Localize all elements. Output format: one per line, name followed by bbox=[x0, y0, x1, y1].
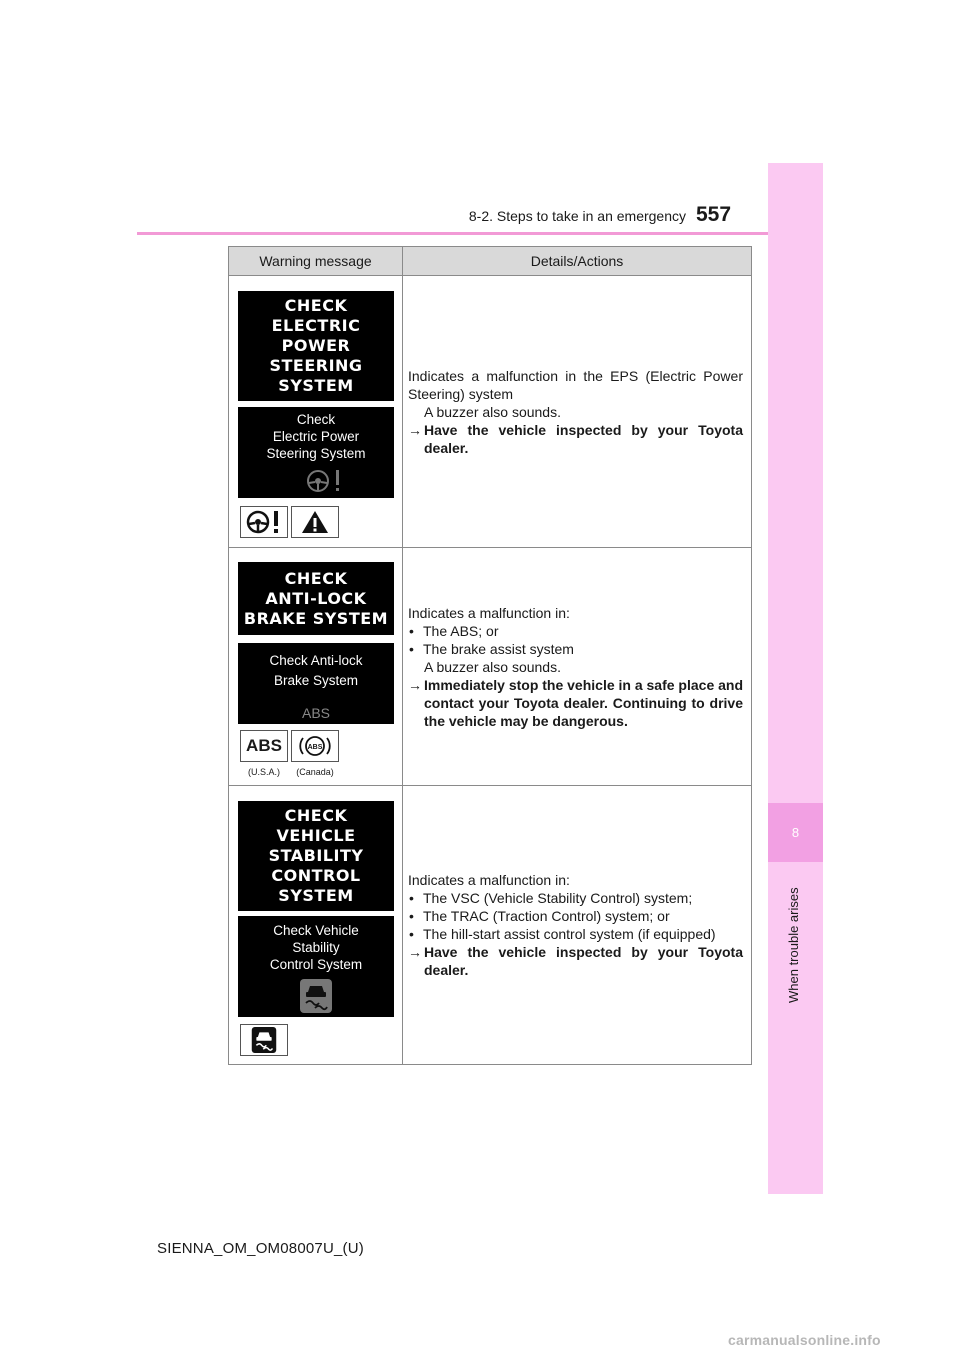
abs-circle-text: ABS bbox=[307, 744, 323, 751]
warning-message-table bbox=[228, 246, 752, 1065]
header-divider bbox=[137, 232, 823, 235]
screen-line: Check bbox=[296, 412, 336, 427]
display-screen-abs-small bbox=[238, 643, 394, 724]
warning-triangle-icon bbox=[300, 509, 330, 535]
bullet-item: • The brake assist system bbox=[409, 640, 574, 657]
chapter-tab-number-box bbox=[768, 803, 823, 862]
screen-line: Electric Power bbox=[272, 429, 360, 444]
table-row bbox=[229, 786, 751, 1064]
screen-line: CONTROL bbox=[271, 866, 361, 885]
screen-line: Control System bbox=[269, 957, 363, 972]
details-cell bbox=[403, 786, 751, 1064]
screen-line: Brake System bbox=[273, 673, 359, 688]
malfunction-description: Indicates a malfunction in: bbox=[408, 872, 570, 888]
bullet-text: The TRAC (Traction Control) system; or bbox=[423, 908, 670, 924]
action-text: Immediately stop the vehicle in a safe place and contact your Toyota dealer. Continuing to drive the vehicle may be dangerous. bbox=[424, 676, 744, 729]
table-row bbox=[229, 276, 751, 548]
screen-line: STABILITY bbox=[268, 846, 364, 865]
bullet-text: The ABS; or bbox=[423, 622, 499, 639]
screen-line: SYSTEM bbox=[278, 376, 354, 395]
arrow-icon: → bbox=[408, 944, 422, 960]
bullet-text: The VSC (Vehicle Stability Control) system; bbox=[423, 890, 693, 906]
warning-message-cell bbox=[229, 786, 403, 1064]
abs-indicator-box-canada bbox=[291, 730, 339, 762]
header-details-actions: Details/Actions bbox=[530, 253, 624, 269]
screen-line: SYSTEM bbox=[278, 886, 354, 905]
action-text: Have the vehicle inspected by your Toyota dealer. bbox=[424, 944, 743, 978]
chapter-number: 8 bbox=[791, 825, 800, 840]
screen-line: Check Vehicle bbox=[273, 923, 359, 938]
steering-warning-icon bbox=[303, 468, 349, 494]
details-cell bbox=[403, 548, 751, 785]
bullet-item: • The hill-start assist control system (if equipped) bbox=[409, 926, 716, 942]
malfunction-description: Indicates a malfunction in the EPS (Electric Power Steering) system bbox=[408, 367, 743, 402]
bullet-item: • The VSC (Vehicle Stability Control) system; bbox=[409, 890, 693, 906]
abs-circle-icon bbox=[295, 732, 335, 760]
vsc-indicator-box bbox=[240, 1024, 288, 1056]
chapter-tab bbox=[768, 163, 823, 1194]
screen-line: POWER bbox=[281, 336, 351, 355]
table-row bbox=[229, 548, 751, 786]
bullet-text: The brake assist system bbox=[423, 640, 574, 657]
header-warning-message: Warning message bbox=[229, 247, 403, 275]
steering-warning-icon bbox=[244, 509, 284, 535]
display-screen-vsc-large bbox=[238, 801, 394, 911]
abs-text-icon: ABS bbox=[246, 736, 282, 755]
section-title: 8-2. Steps to take in an emergency bbox=[468, 208, 686, 224]
document-id: SIENNA_OM_OM08007U_(U) bbox=[157, 1240, 364, 1257]
action-text: Have the vehicle inspected by your Toyota dealer. bbox=[424, 421, 743, 456]
skid-car-icon bbox=[299, 978, 333, 1014]
screen-line: VEHICLE bbox=[276, 826, 356, 845]
buzzer-note: A buzzer also sounds. bbox=[424, 403, 561, 420]
screen-line: Steering System bbox=[266, 446, 366, 461]
bullet-item: • The ABS; or bbox=[409, 622, 499, 639]
details-cell bbox=[403, 276, 751, 547]
eps-indicator-box bbox=[240, 506, 288, 538]
action-instruction bbox=[408, 676, 743, 730]
chapter-label: When trouble arises bbox=[786, 887, 801, 1003]
malfunction-description: Indicates a malfunction in: bbox=[408, 604, 570, 621]
display-screen-abs-large bbox=[238, 562, 394, 635]
arrow-icon: → bbox=[408, 421, 422, 438]
buzzer-note: A buzzer also sounds. bbox=[424, 658, 561, 675]
watermark: carmanualsonline.info bbox=[728, 1332, 881, 1348]
warning-message-cell bbox=[229, 548, 403, 785]
caption-canada: (Canada) bbox=[296, 767, 334, 777]
screen-line: Stability bbox=[292, 940, 340, 955]
bullet-item: • The TRAC (Traction Control) system; or bbox=[409, 908, 670, 924]
display-screen-eps-small bbox=[238, 407, 394, 498]
bullet-text: The hill-start assist control system (if equipped) bbox=[423, 926, 716, 942]
table-header bbox=[229, 247, 751, 276]
caption-usa: (U.S.A.) bbox=[247, 767, 280, 777]
screen-line: CHECK bbox=[284, 806, 348, 825]
arrow-icon: → bbox=[408, 676, 422, 693]
screen-line: ANTI-LOCK bbox=[265, 588, 367, 608]
screen-line: BRAKE SYSTEM bbox=[243, 608, 389, 628]
display-screen-vsc-small bbox=[238, 916, 394, 1017]
action-instruction bbox=[408, 943, 743, 979]
skid-car-icon bbox=[251, 1026, 277, 1054]
action-instruction bbox=[408, 421, 743, 457]
screen-line: CHECK bbox=[284, 296, 348, 315]
screen-line: Check Anti-lock bbox=[269, 653, 363, 668]
display-screen-eps-large bbox=[238, 291, 394, 401]
screen-line: ELECTRIC bbox=[271, 316, 361, 335]
screen-line: STEERING bbox=[269, 356, 363, 375]
abs-indicator-box-usa bbox=[240, 730, 288, 762]
abs-screen-icon: ABS bbox=[301, 705, 330, 721]
warning-message-cell bbox=[229, 276, 403, 547]
screen-line: CHECK bbox=[284, 568, 348, 588]
master-warning-indicator-box bbox=[291, 506, 339, 538]
page-number: 557 bbox=[696, 203, 732, 226]
